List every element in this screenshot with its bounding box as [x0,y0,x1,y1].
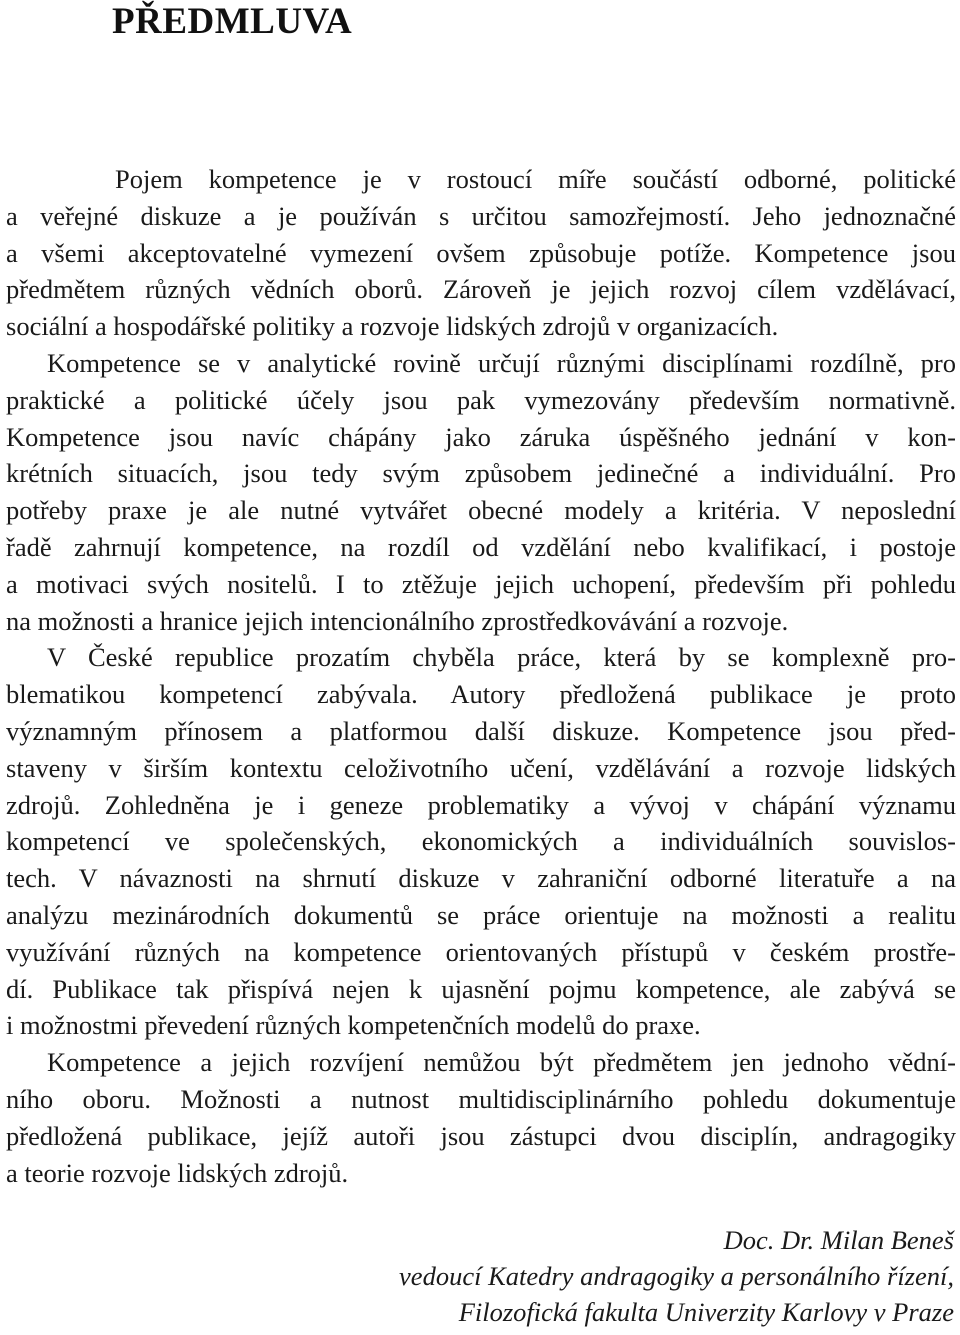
signature-role: vedoucí Katedry andragogiky a personálního řízení, [399,1261,954,1291]
text-line: tech. V návaznosti na shrnutí diskuze v zahraniční odborné literatuře a na [6,863,956,894]
text-line: a veřejné diskuze a je používán s určitou samozřejmostí. Jeho jednoznačné [6,200,956,231]
text-line: blematikou kompetencí zabývala. Autory předložená publikace je proto [6,679,956,710]
signature-institution: Filozofická fakulta Univerzity Karlovy v Praze [458,1297,954,1327]
preface-body [6,161,956,1191]
text-line: zdrojů. Zohledněna je i geneze problematiky a vývoj v chápání významu [6,789,956,820]
text-line: ního oboru. Možnosti a nutnost multidisciplinárního pohledu dokumentuje [6,1083,956,1114]
text-line: praktické a politické účely jsou pak vymezovány především normativně. [6,384,956,415]
text-line: řadě zahrnují kompetence, na rozdíl od vzdělání nebo kvalifikací, i postoje [6,531,956,562]
signature-block [399,1222,954,1330]
page-title: PŘEDMLUVA [112,1,353,42]
text-line: Kompetence jsou navíc chápány jako záruka úspěšného jednání v kon- [6,421,956,452]
text-line: na možnosti a hranice jejich intencionálního zprostředkovávání a rozvoje. [6,605,789,636]
text-line: a všemi akceptovatelné vymezení ovšem způsobuje potíže. Kompetence jsou [6,237,956,268]
text-line: sociální a hospodářské politiky a rozvoje lidských zdrojů v organizacích. [6,311,779,342]
text-line: dí. Publikace tak přispívá nejen k ujasnění pojmu kompetence, ale zabývá se [6,973,956,1004]
text-line: Kompetence a jejich rozvíjení nemůžou být předmětem jen jednoho vědní- [47,1047,956,1078]
text-line: a teorie rozvoje lidských zdrojů. [6,1157,349,1188]
text-line: Pojem kompetence je v rostoucí míře součástí odborné, politické [115,164,956,194]
signature-name: Doc. Dr. Milan Beneš [723,1225,954,1255]
text-line: i možnostmi převedení různých kompetenčních modelů do praxe. [6,1010,701,1041]
text-line: potřeby praxe je ale nutné vytvářet obecné modely a kritéria. V neposlední [6,495,956,526]
text-line: a motivaci svých nositelů. I to ztěžuje jejich uchopení, především při pohledu [6,568,956,599]
text-line: krétních situacích, jsou tedy svým způsobem jedinečné a individuální. Pro [6,458,956,489]
text-line: významným přínosem a platformou další diskuze. Kompetence jsou před- [6,715,956,746]
text-line: využívání různých na kompetence orientovaných přístupů v českém prostře- [6,936,956,967]
text-line: předložená publikace, jejíž autoři jsou zástupci dvou disciplín, andragogiky [6,1120,956,1151]
text-line: V České republice prozatím chyběla práce, která by se komplexně pro- [47,642,956,673]
text-line: Kompetence se v analytické rovině určují různými disciplínami rozdílně, pro [47,347,956,378]
text-line: staveny v širším kontextu celoživotního učení, vzdělávání a rozvoje lidských [6,752,956,783]
text-line: předmětem různých vědních oborů. Zároveň je jejich rozvoj cílem vzdělávací, [6,274,956,305]
text-line: kompetencí ve společenských, ekonomických a individuálních souvislos- [6,826,956,857]
text-line: analýzu mezinárodních dokumentů se práce orientuje na možnosti a realitu [6,899,956,930]
